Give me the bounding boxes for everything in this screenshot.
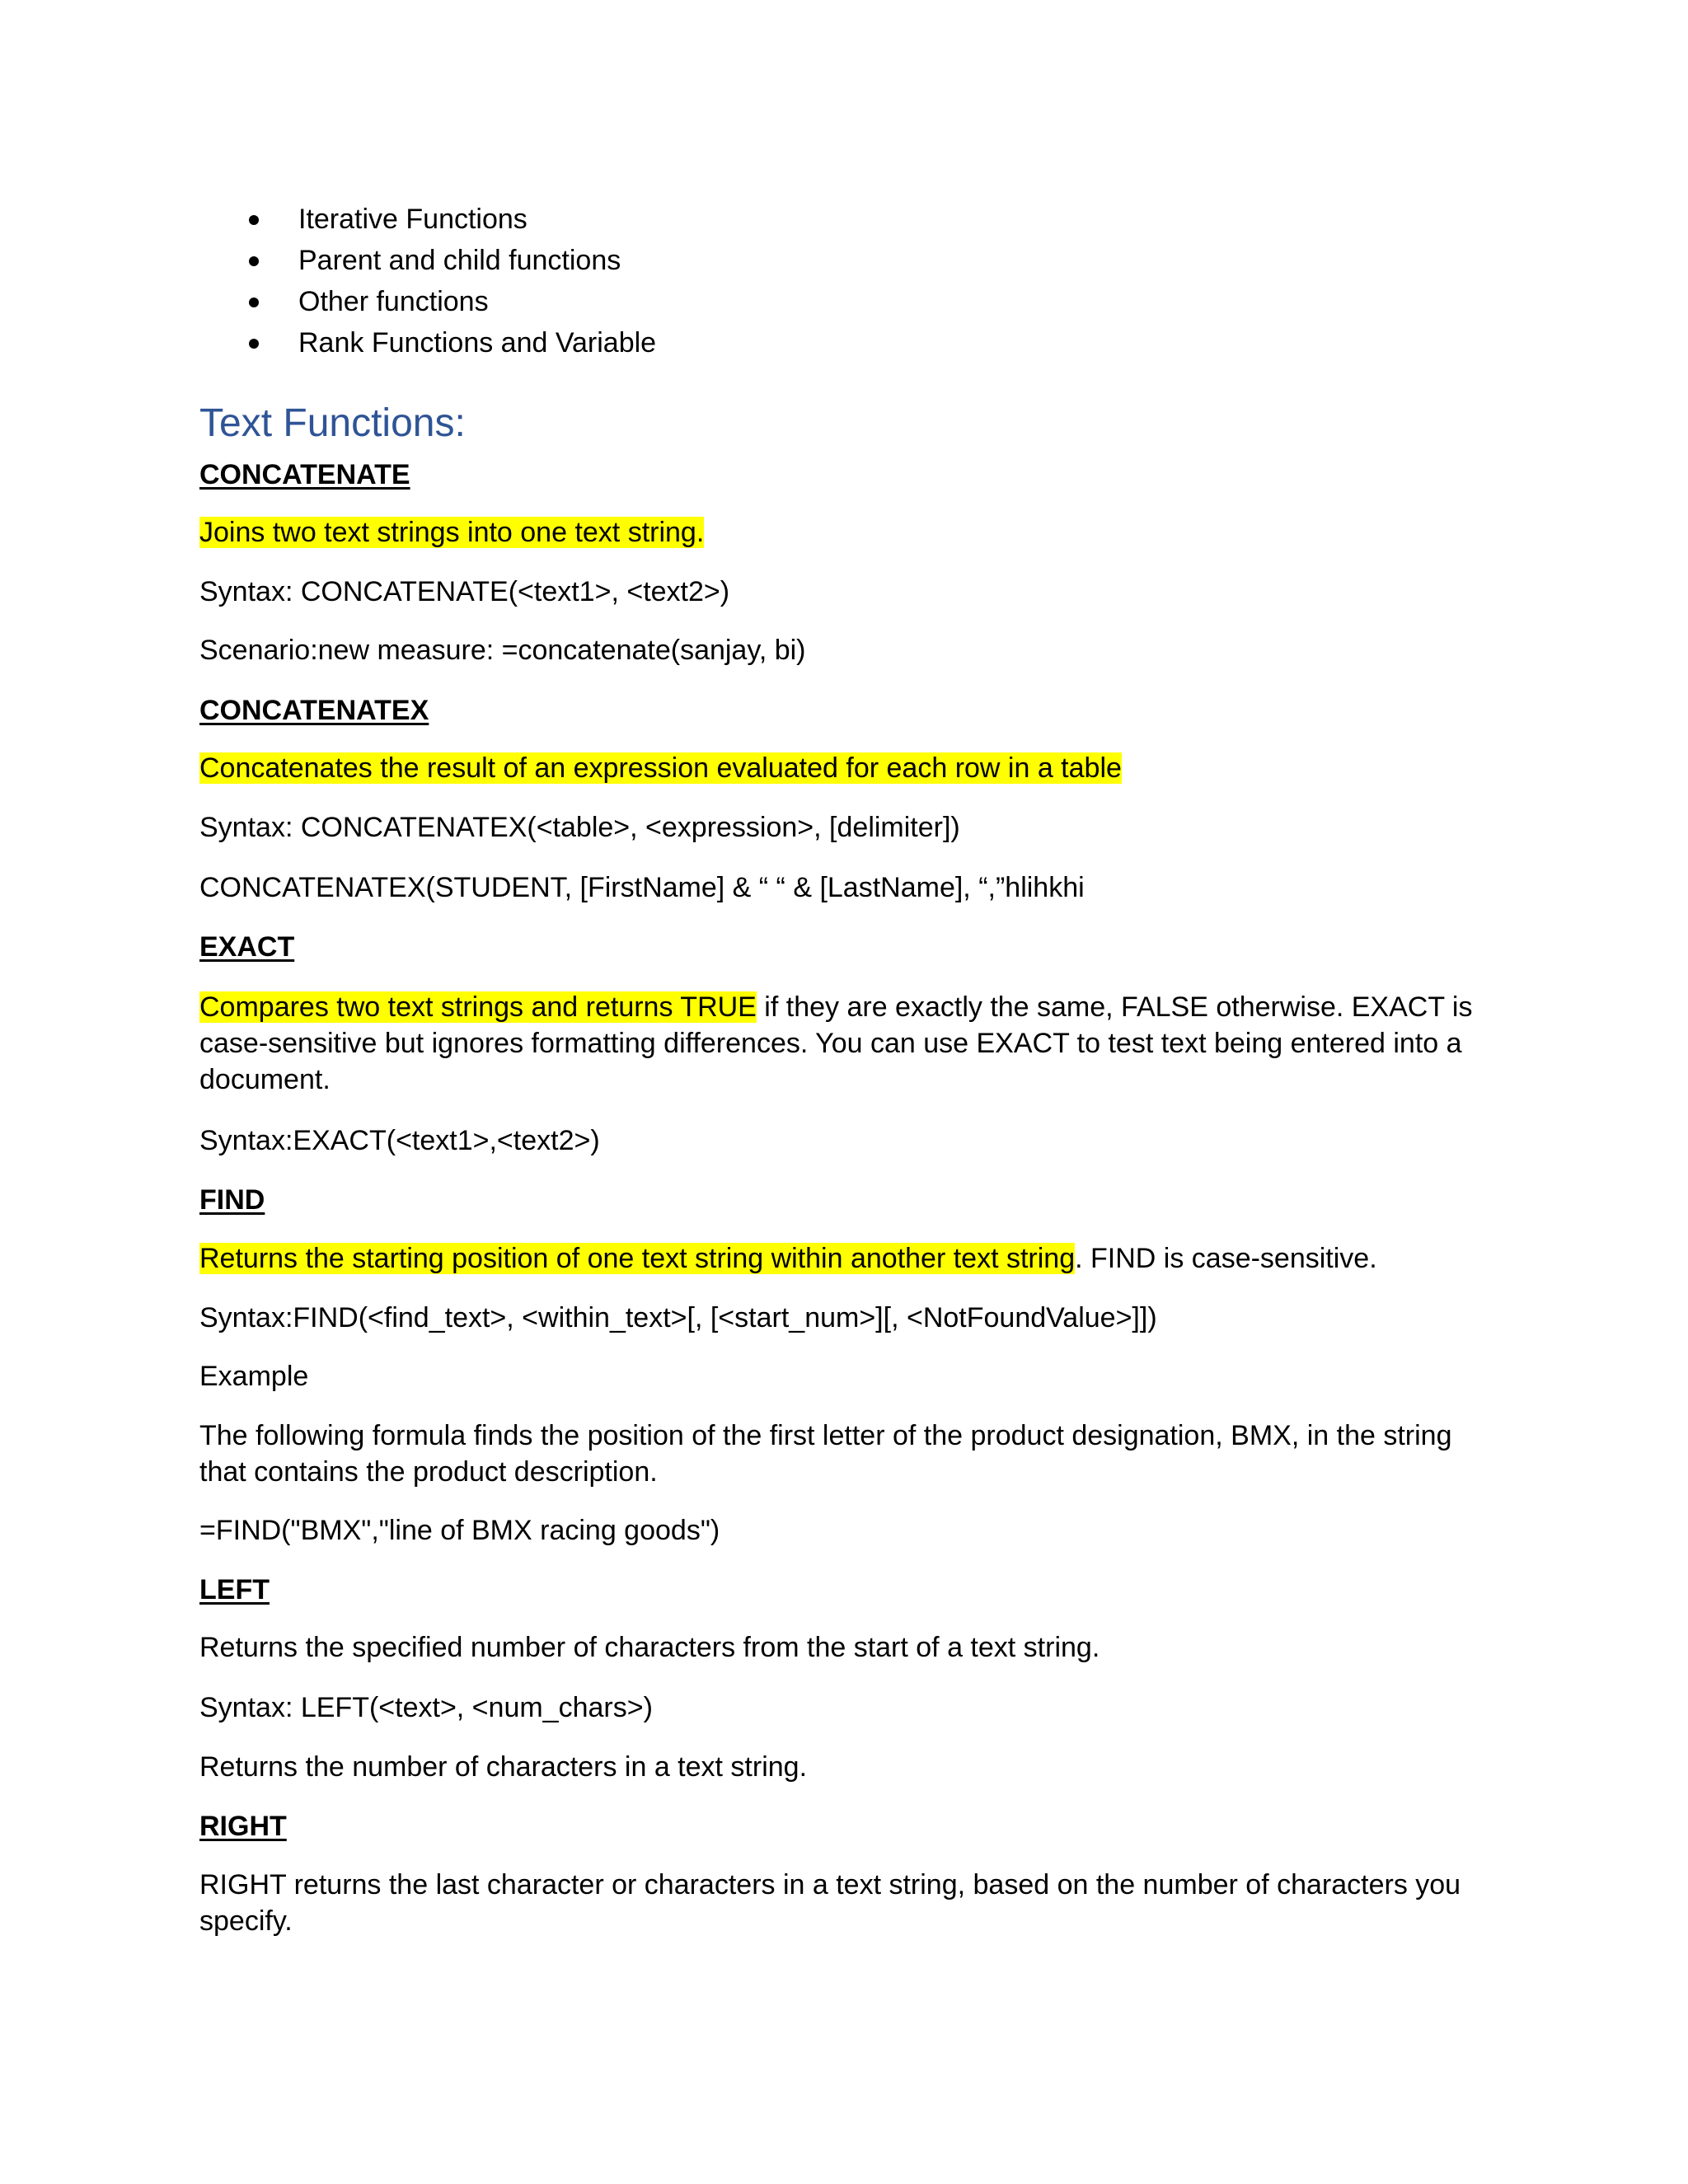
right-description: RIGHT returns the last character or characters in a text string, based on the number of characters you specify.: [199, 1869, 1461, 1937]
find-example-description: The following formula finds the position of the first letter of the product designation, BMX, in the string that contains the product description.: [199, 1420, 1452, 1488]
find-syntax: Syntax:FIND(<find_text>, <within_text>[, [<start_num>][, <NotFoundValue>]]): [199, 1302, 1157, 1333]
find-title: FIND: [199, 1184, 265, 1216]
bullet-item: Parent and child functions: [249, 240, 656, 281]
highlighted-text: Joins two text strings into one text string.: [199, 517, 705, 548]
find-description: [199, 1240, 1377, 1277]
concatenatex-example: CONCATENATEX(STUDENT, [FirstName] & “ “ & [LastName], “,”hlihkhi: [199, 872, 1085, 903]
bullet-item: Iterative Functions: [249, 199, 656, 240]
exact-description-rest: if they are exactly the same, FALSE otherwise. EXACT is case-sensitive but ignores formatting differences. You can use EXACT to test text being entered into a document.: [199, 991, 1473, 1095]
concatenatex-title: CONCATENATEX: [199, 695, 429, 726]
highlighted-text: Concatenates the result of an expression evaluated for each row in a table: [199, 752, 1122, 784]
left-description: Returns the specified number of characters from the start of a text string.: [199, 1632, 1100, 1663]
exact-title: EXACT: [199, 931, 295, 963]
bullet-item: Other functions: [249, 281, 656, 322]
left-syntax: Syntax: LEFT(<text>, <num_chars>): [199, 1692, 653, 1723]
left-title: LEFT: [199, 1574, 270, 1605]
concatenate-syntax: Syntax: CONCATENATE(<text1>, <text2>): [199, 576, 730, 607]
find-example-label: Example: [199, 1361, 309, 1392]
highlighted-text: Compares two text strings and returns TRUE: [199, 991, 757, 1023]
highlighted-text: Returns the starting position of one text string within another text string: [199, 1243, 1076, 1274]
concatenate-description: [199, 514, 704, 551]
bullet-item: Rank Functions and Variable: [249, 322, 656, 363]
concatenatex-description: [199, 750, 1122, 786]
concatenatex-syntax: Syntax: CONCATENATEX(<table>, <expression>, [delimiter]): [199, 812, 960, 843]
exact-syntax: Syntax:EXACT(<text1>,<text2>): [199, 1125, 600, 1156]
concatenate-title: CONCATENATE: [199, 459, 410, 490]
section-heading: Text Functions:: [199, 401, 466, 445]
right-title: RIGHT: [199, 1811, 287, 1842]
find-formula: =FIND("BMX","line of BMX racing goods"): [199, 1515, 720, 1546]
find-description-rest: . FIND is case-sensitive.: [1075, 1243, 1377, 1274]
concatenate-scenario: Scenario:new measure: =concatenate(sanjay, bi): [199, 635, 806, 666]
left-note: Returns the number of characters in a text string.: [199, 1751, 808, 1783]
exact-description: [199, 989, 1502, 1098]
topic-bullet-list: [249, 199, 656, 363]
